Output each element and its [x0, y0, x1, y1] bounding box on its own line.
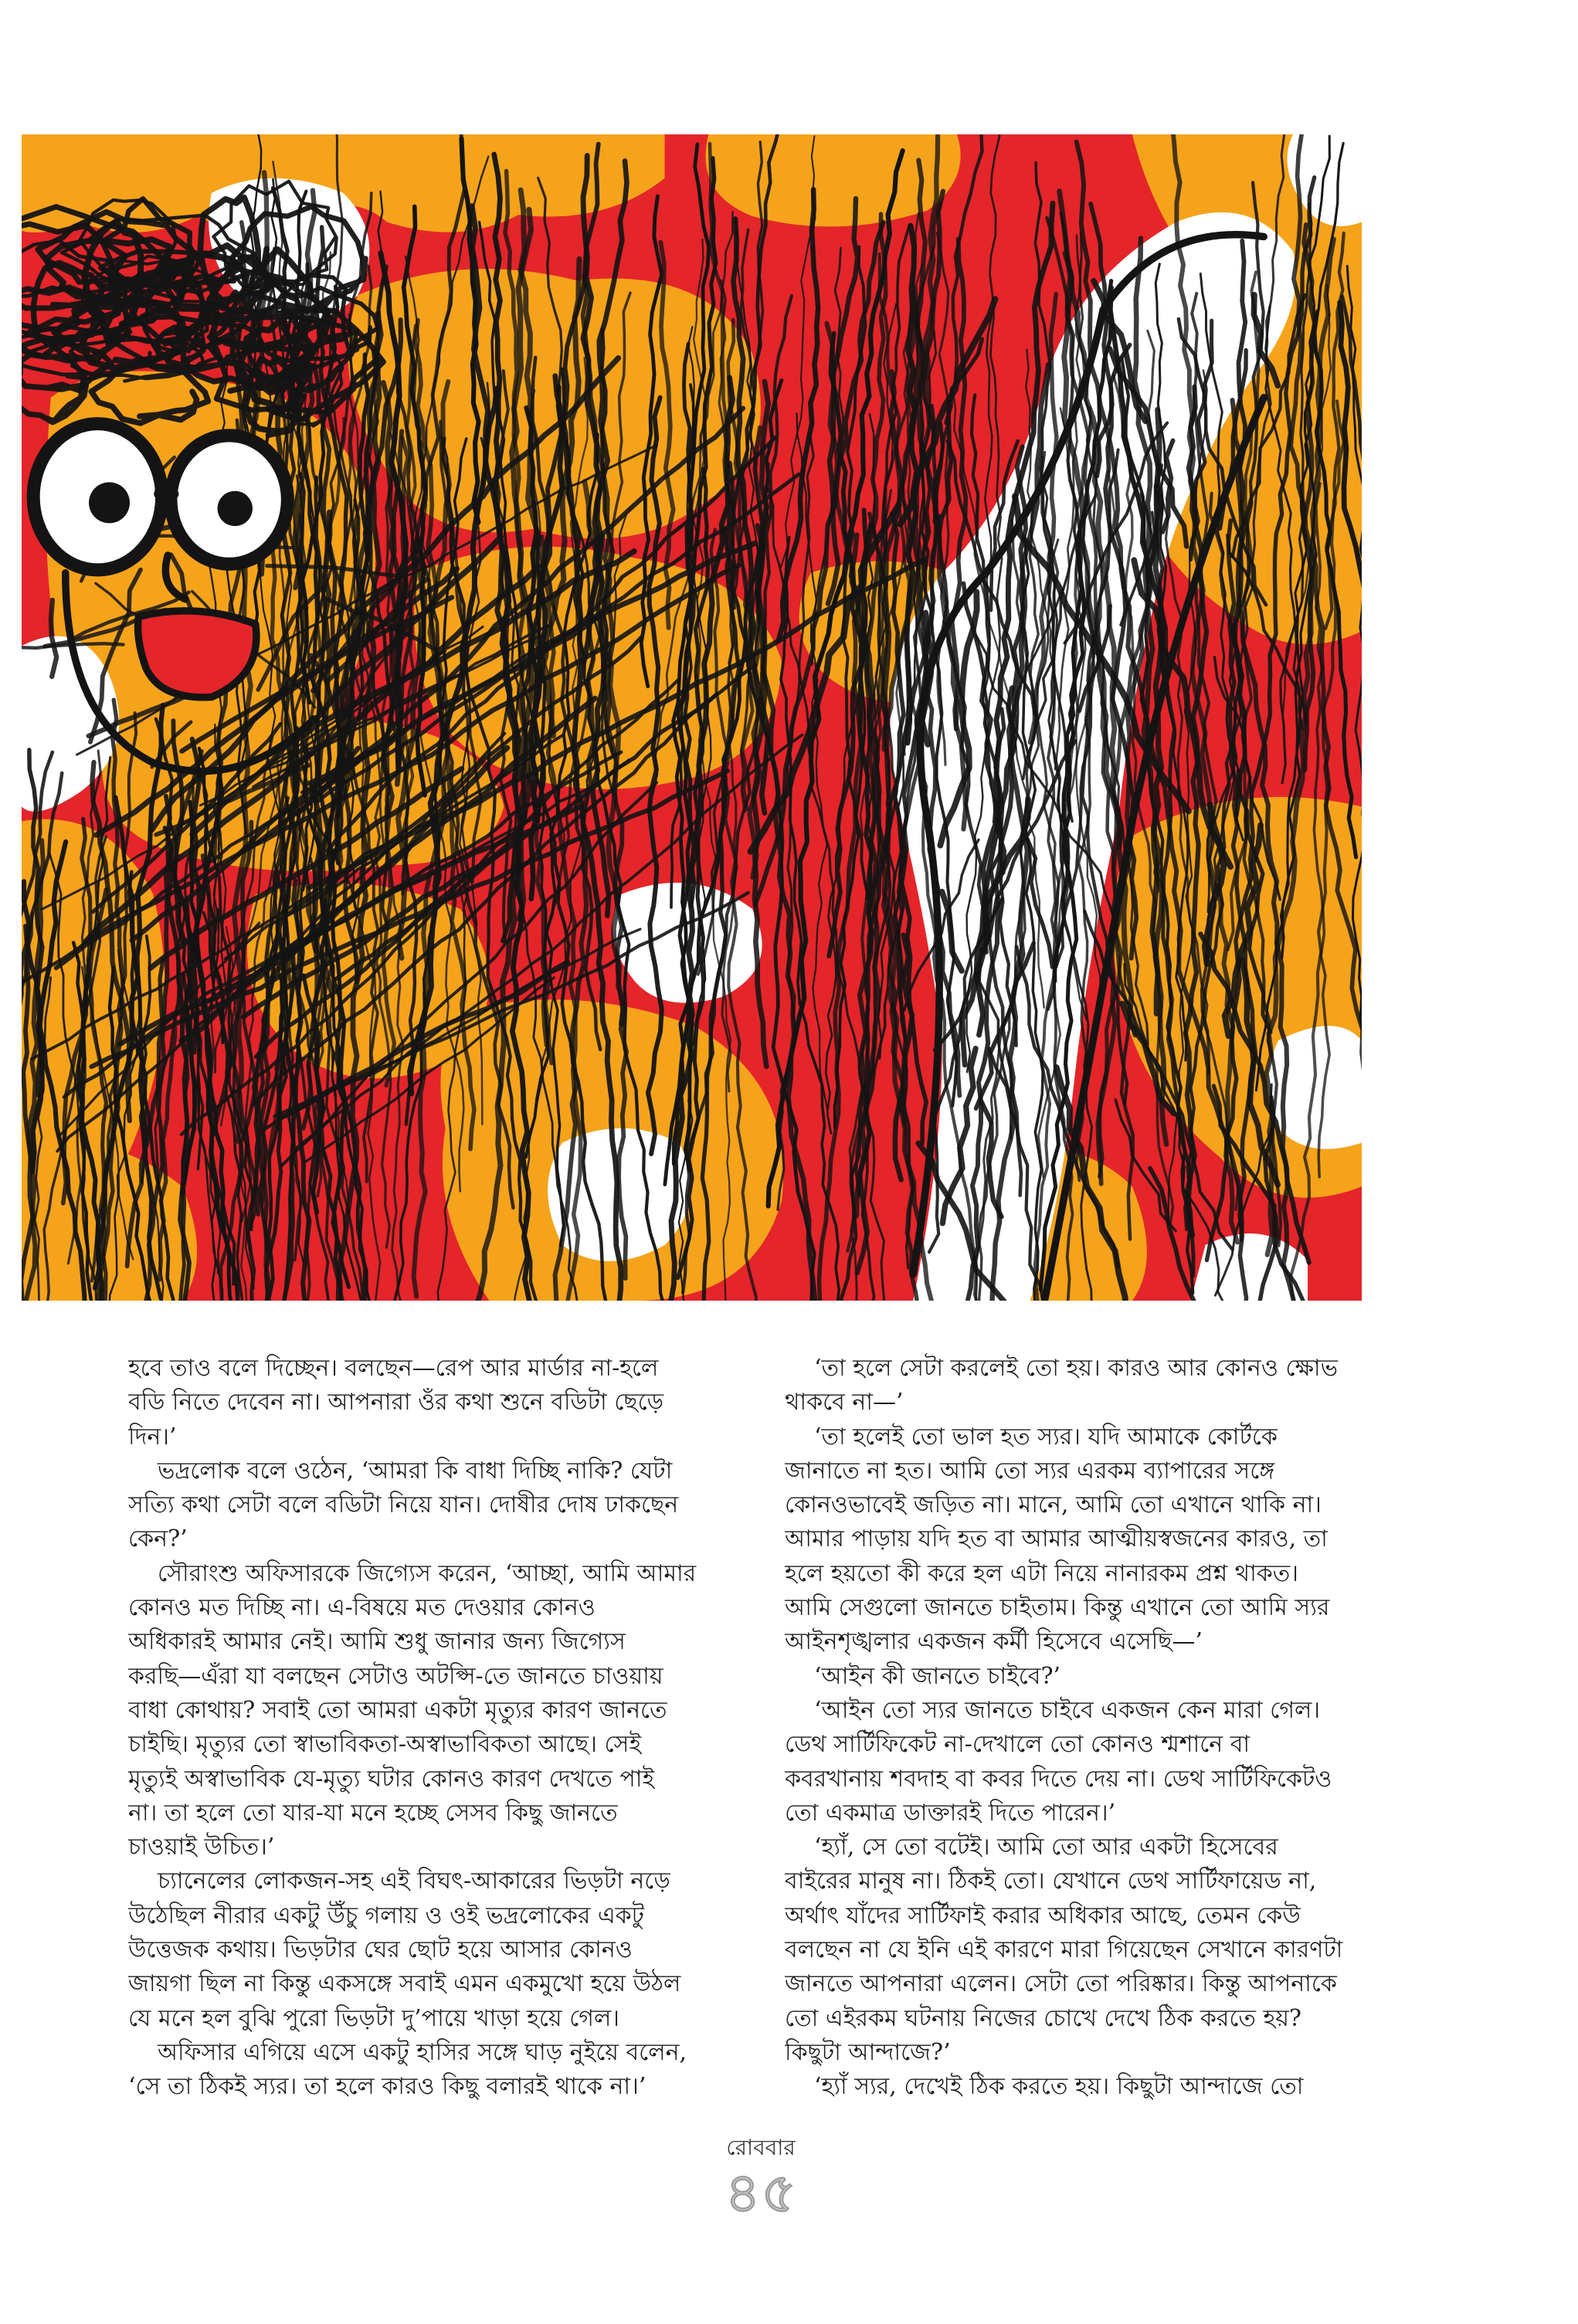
- paragraph: [128, 1557, 723, 1865]
- text-line: ‘তা হলেই তো ভাল হত স্যর। যদি আমাকে কোর্টকে: [814, 1423, 1278, 1450]
- text-line: আমি সেগুলো জানতে চাইতাম। কিন্তু এখানে তো আমি স্যর: [785, 1594, 1330, 1622]
- text-line: ‘আইন তো স্যর জানতে চাইবে একজন কেন মারা গেল।: [814, 1696, 1321, 1724]
- text-line: তো একমাত্র ডাক্তারই দিতে পারেন।’: [785, 1799, 1116, 1827]
- text-line: ‘তা হলে সেটা করলেই তো হয়। কারও আর কোনও ক্ষোভ: [814, 1355, 1338, 1382]
- text-line: কবরখানায় শবদাহ বা কবর দিতে দেয় না। ডেথ সার্টিফিকেটও: [785, 1765, 1332, 1793]
- text-line: সত্যি কথা সেটা বলে বডিটা নিয়ে যান। দোষীর দোষ ঢাকছেন: [128, 1491, 679, 1519]
- text-line: কোনওভাবেই জড়িত না। মানে, আমি তো এখানে থাকি না।: [785, 1491, 1322, 1519]
- paragraph: [785, 1694, 1363, 1830]
- text-line: বাইরের মানুষ না। ঠিকই তো। যেখানে ডেথ সার্টিফায়েড না,: [785, 1868, 1317, 1895]
- text-line: কেন?’: [128, 1525, 188, 1553]
- text-line: উত্তেজক কথায়। ভিড়টার ঘের ছোট হয়ে আসার কোনও: [128, 1936, 633, 1964]
- text-line: চাইছি। মৃত্যুর তো স্বাভাবিকতা-অস্বাভাবিকতা আছে। সেই: [128, 1731, 642, 1759]
- paragraph: [785, 1352, 1363, 1420]
- text-line: মৃত্যুই অস্বাভাবিক যে-মৃত্যু ঘটার কোনও কারণ দেখতে পাই: [128, 1765, 655, 1793]
- text-line: বডি নিতে দেবেন না। আপনারা ওঁর কথা শুনে বডিটা ছেড়ে: [128, 1389, 664, 1416]
- text-line: বলছেন না যে ইনি এই কারণে মারা গিয়েছেন সেখানে কারণটা: [785, 1936, 1343, 1964]
- text-line: হলে হয়তো কী করে হল এটা নিয়ে নানারকম প্রশ্ন থাকত।: [785, 1559, 1298, 1587]
- text-line: করছি—এঁরা যা বলছেন সেটাও অটপ্সি-তে জানতে চাওয়ায়: [128, 1662, 663, 1690]
- page-number: ৪৫: [725, 2160, 797, 2225]
- magazine-name: রোববার: [726, 2135, 796, 2160]
- text-line: কিছুটা আন্দাজে?’: [785, 2038, 951, 2066]
- text-line: ভদ্রলোক বলে ওঠেন, ‘আমরা কি বাধা দিচ্ছি নাকি? যেটা: [158, 1457, 673, 1484]
- text-line: আমার পাড়ায় যদি হত বা আমার আত্মীয়স্বজনের কারও, তা: [785, 1525, 1328, 1553]
- paragraph: [128, 1352, 723, 1454]
- paragraph: [785, 1420, 1363, 1660]
- text-line: হবে তাও বলে দিচ্ছেন। বলছেন—রেপ আর মার্ডার না-হলে: [128, 1355, 659, 1382]
- text-line: না। তা হলে তো যার-যা মনে হচ্ছে সেসব কিছু জানতে: [128, 1799, 618, 1827]
- text-line: যে মনে হল বুঝি পুরো ভিড়টা দু’পায়ে খাড়া হয়ে গেল।: [128, 2004, 620, 2032]
- right-text-column: [785, 1352, 1363, 2105]
- text-line: অর্থাৎ যাঁদের সার্টিফাই করার অধিকার আছে, তেমন কেউ: [785, 1902, 1301, 1929]
- text-line: জানাতে না হত। আমি তো স্যর এরকম ব্যাপারের সঙ্গে: [785, 1457, 1275, 1484]
- text-line: সৌরাংশু অফিসারকে জিগ্যেস করেন, ‘আচ্ছা, আমি আমার: [158, 1559, 697, 1587]
- text-line: দিন।’: [128, 1423, 177, 1450]
- text-line: জানতে আপনারা এলেন। সেটা তো পরিষ্কার। কিন্তু আপনাকে: [785, 1970, 1337, 1998]
- paragraph: [785, 1830, 1363, 2070]
- text-line: তো এইরকম ঘটনায় নিজের চোখে দেখে ঠিক করতে হয়?: [785, 2004, 1301, 2032]
- text-line: জায়গা ছিল না কিন্তু একসঙ্গে সবাই এমন একমুখো হয়ে উঠল: [128, 1970, 681, 1998]
- left-eye: [89, 482, 130, 523]
- text-line: বাধা কোথায়? সবাই তো আমরা একটা মৃত্যুর কারণ জানতে: [128, 1696, 667, 1724]
- text-line: ‘সে তা ঠিকই স্যর। তা হলে কারও কিছু বলারই থাকে না।’: [128, 2073, 646, 2101]
- text-line: ‘হ্যাঁ, সে তো বটেই। আমি তো আর একটা হিসেবের: [814, 1834, 1278, 1861]
- text-line: চ্যানেলের লোকজন-সহ এই বিঘৎ-আকারের ভিড়টা নড়ে: [158, 1868, 670, 1895]
- text-line: উঠেছিল নীরার একটু উঁচু গলায় ও ওই ভদ্রলোকের একটু: [128, 1902, 645, 1929]
- text-line: আইনশৃঙ্খলার একজন কর্মী হিসেবে এসেছি—’: [785, 1628, 1203, 1656]
- paragraph: [785, 2070, 1363, 2104]
- left-text-column: [128, 1352, 723, 2105]
- right-eye: [218, 491, 253, 526]
- story-illustration: [22, 134, 1362, 1301]
- paragraph: [128, 2036, 723, 2105]
- text-line: অফিসার এগিয়ে এসে একটু হাসির সঙ্গে ঘাড় নুইয়ে বলেন,: [158, 2038, 687, 2066]
- paragraph: [128, 1454, 723, 1557]
- paragraph: [128, 1864, 723, 2035]
- open-mouth: [138, 611, 256, 697]
- text-line: চাওয়াই উচিত।’: [128, 1834, 275, 1861]
- text-line: কোনও মত দিচ্ছি না। এ-বিষয়ে মত দেওয়ার কোনও: [128, 1594, 596, 1622]
- text-line: ‘হ্যাঁ স্যর, দেখেই ঠিক করতে হয়। কিছুটা আন্দাজে তো: [814, 2073, 1304, 2101]
- text-line: ডেথ সার্টিফিকেট না-দেখালে তো কোনও শ্মশানে বা: [785, 1731, 1251, 1759]
- text-line: ‘আইন কী জানতে চাইবে?’: [814, 1662, 1061, 1690]
- paragraph: [785, 1660, 1363, 1694]
- text-line: অধিকারই আমার নেই। আমি শুধু জানার জন্য জিগ্যেস: [128, 1628, 626, 1656]
- text-line: থাকবে না—’: [785, 1389, 904, 1416]
